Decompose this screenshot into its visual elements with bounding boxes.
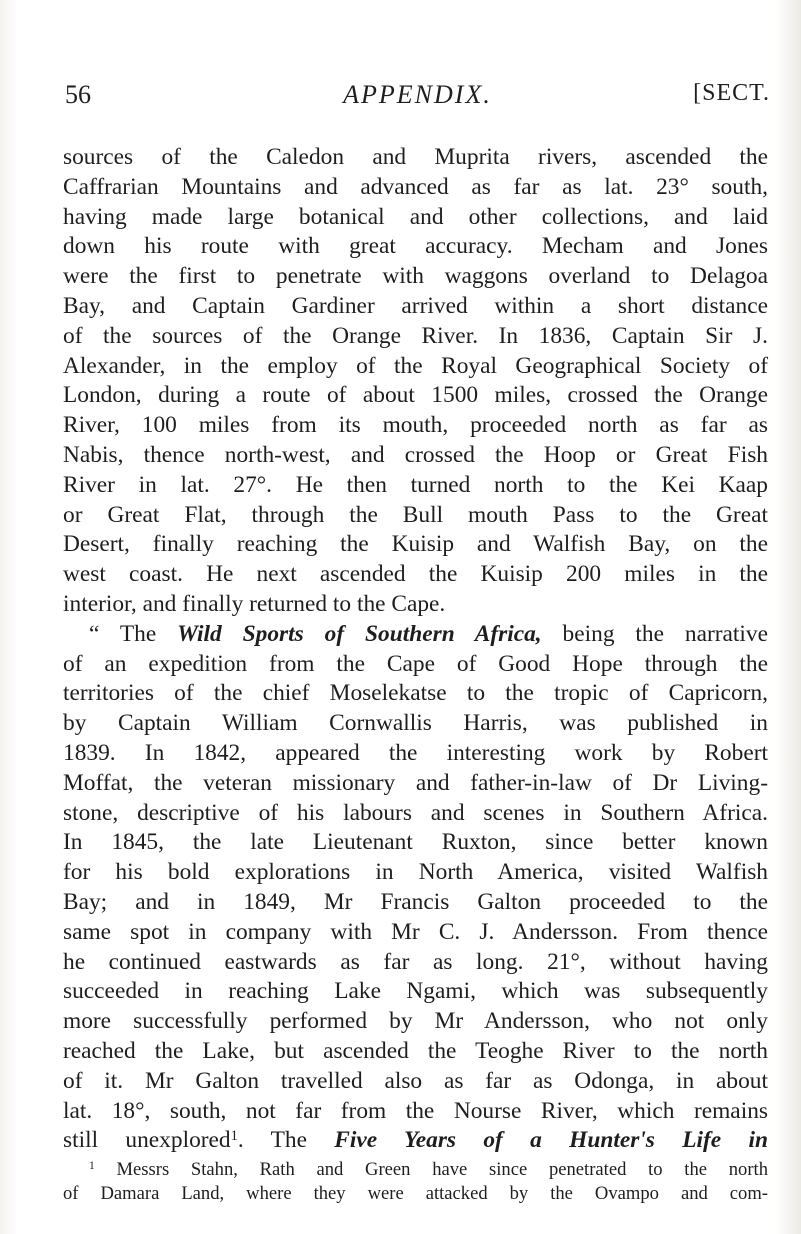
text-line: Caffrarian Mountains and advanced as far as lat. 23° south, [63,173,768,200]
text-line: River, 100 miles from its mouth, proceeded north as far as [63,412,768,439]
text-line: sources of the Caledon and Muprita rivers, ascended the [63,144,768,170]
text-line: territories of the chief Moselekatse to the tropic of Capricorn, [63,680,768,707]
text-line: London, during a route of about 1500 miles, crossed the Orange [63,382,768,409]
footnote-text: Messrs Stahn, Rath and Green have since penetrated to the north [94,1159,768,1180]
text-line: Bay; and in 1849, Mr Francis Galton proceeded to the [63,888,768,915]
footnote-reference[interactable]: 1 [230,1128,238,1145]
paragraph-start-line [63,620,768,650]
text-line: for his bold explorations in North America, visited Walfish [63,859,768,886]
body-text [63,143,768,1156]
book-title-five-years: Five Years of a Hunter's Life in [334,1127,768,1154]
text-before-footnote: still unexplored [63,1127,231,1154]
text-line: or Great Flat, through the Bull mouth Pass to the Great [63,501,768,528]
text-line-final [63,1126,768,1156]
footnote-line [63,1158,768,1182]
running-title: APPENDIX. [343,80,492,109]
text-line: 1839. In 1842, appeared the interesting work by Robert [63,739,768,766]
text-line: reached the Lake, but ascended the Teoghe River to the north [63,1037,768,1064]
page-number: 56 [65,80,91,109]
text-line: stone, descriptive of his labours and scenes in Southern Africa. [63,799,768,826]
text-line: of the sources of the Orange River. In 1836, Captain Sir J. [63,322,768,349]
book-title-wild-sports: Wild Sports of Southern Africa, [177,620,542,647]
text-mid: . The [237,1127,335,1154]
text-line: lat. 18°, south, not far from the Nourse River, which remains [63,1097,768,1124]
text-line: of an expedition from the Cape of Good Hope through the [63,650,768,677]
text-line: Nabis, thence north-west, and crossed the Hoop or Great Fish [63,441,768,468]
text-line: Moffat, the veteran missionary and father-in-law of Dr Living- [63,769,768,796]
quote-open-text: “ The [89,620,178,647]
text-line: River in lat. 27°. He then turned north to the Kei Kaap [63,471,768,498]
text-line: of it. Mr Galton travelled also as far as Odonga, in about [63,1067,768,1094]
running-head [65,80,770,116]
text-after-title: being the narrative [541,620,768,647]
text-line: succeeded in reaching Lake Ngami, which was subsequently [63,978,768,1005]
text-line: west coast. He next ascended the Kuisip 200 miles in the [63,561,768,588]
section-mark: [SECT. [693,80,770,106]
text-line: more successfully performed by Mr Andersson, who not only [63,1008,768,1035]
text-line: were the first to penetrate with waggons overland to Delagoa [63,263,768,290]
text-line: interior, and finally returned to the Cape. [63,590,446,617]
text-line: same spot in company with Mr C. J. Andersson. From thence [63,918,768,945]
footnote [63,1158,768,1206]
text-line: In 1845, the late Lieutenant Ruxton, since better known [63,829,768,856]
text-line: Desert, finally reaching the Kuisip and Walfish Bay, on the [63,531,768,558]
footnote-line: of Damara Land, where they were attacked by the Ovampo and com- [63,1183,768,1204]
text-line: he continued eastwards as far as long. 21°, without having [63,948,768,975]
text-line: having made large botanical and other collections, and laid [63,203,768,230]
text-line: by Captain William Cornwallis Harris, was published in [63,710,768,737]
text-line: Bay, and Captain Gardiner arrived within a short distance [63,292,768,319]
text-line: down his route with great accuracy. Mecham and Jones [63,233,768,260]
text-line: Alexander, in the employ of the Royal Geographical Society of [63,352,768,379]
footnote-marker: 1 [89,1160,95,1173]
